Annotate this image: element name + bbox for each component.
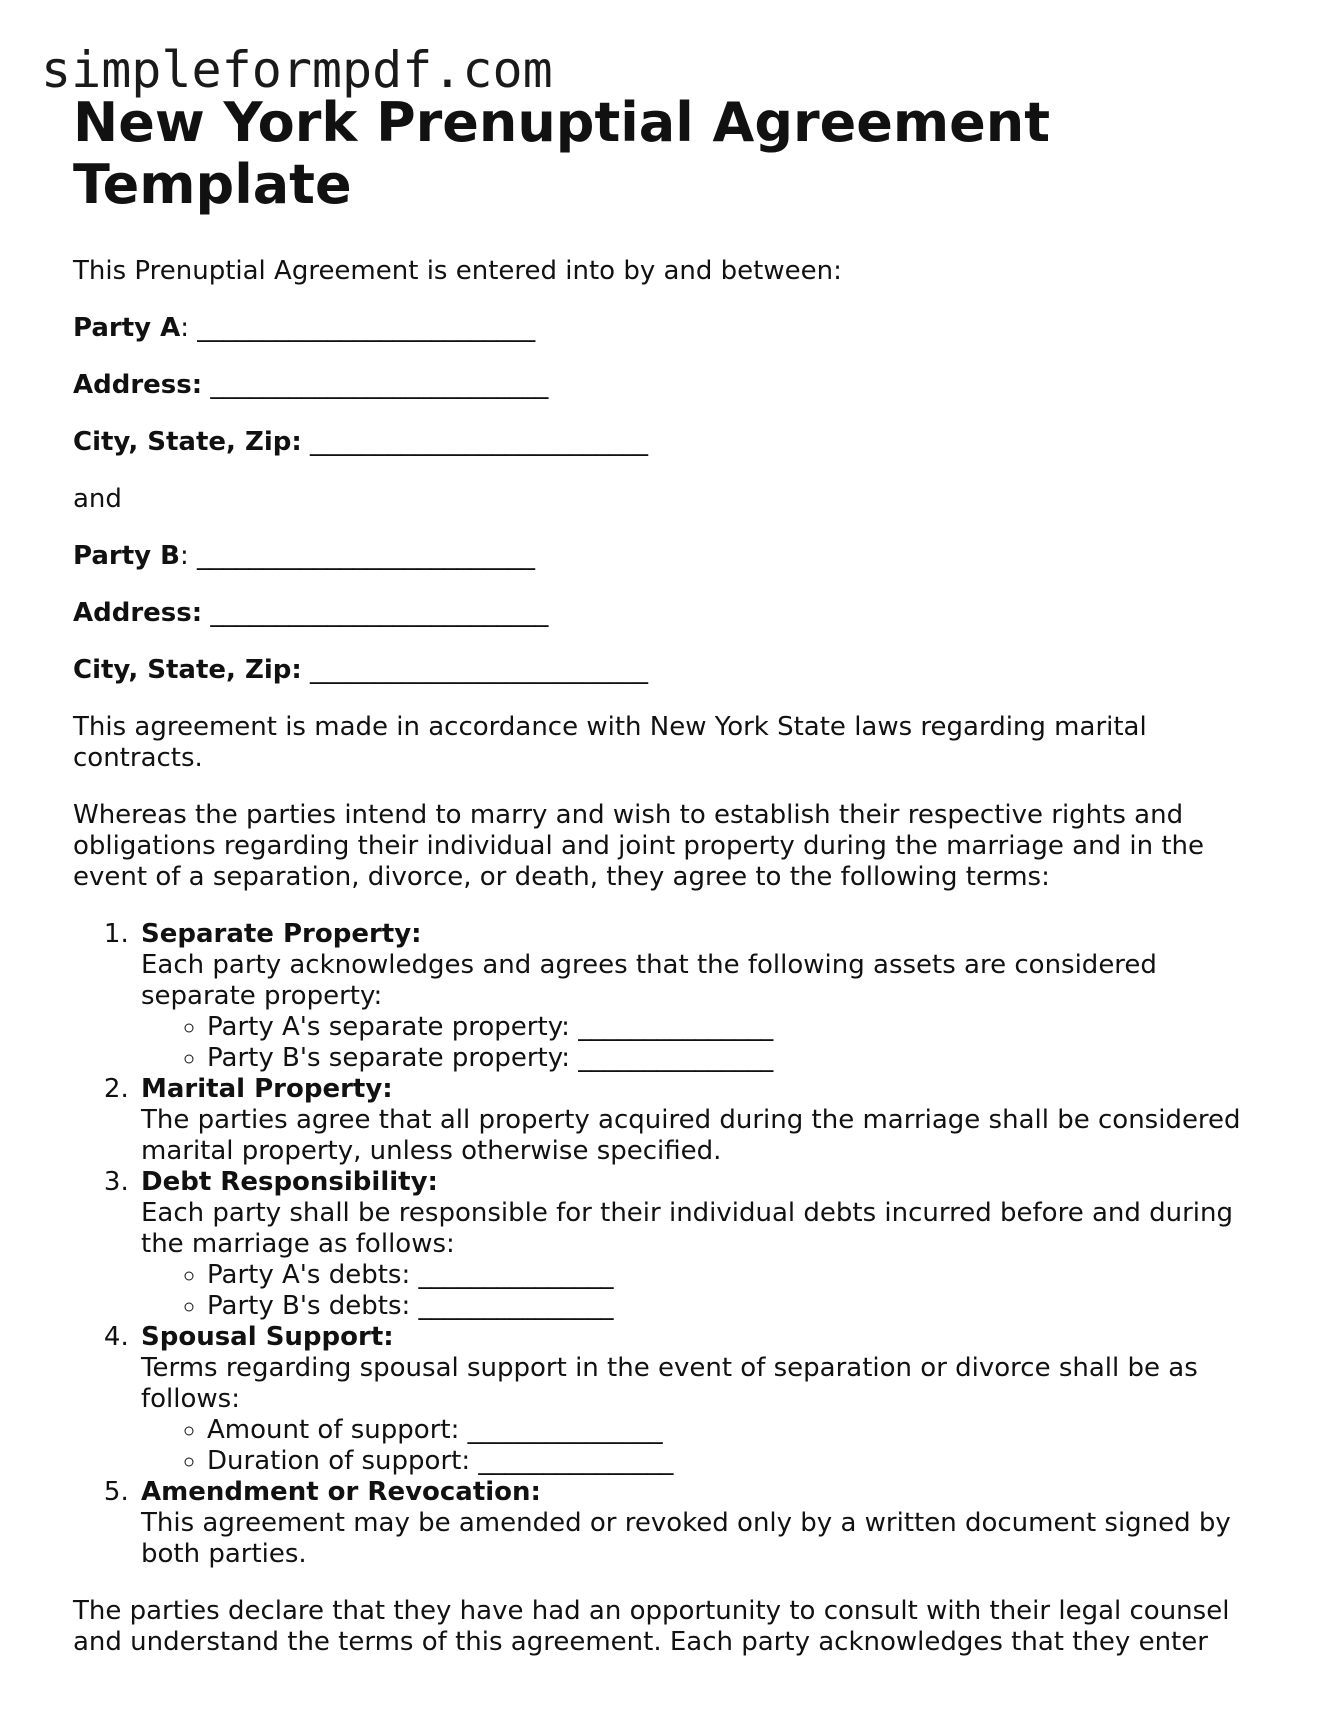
term-text: Terms regarding spousal support in the event of separation or divorce shall be as follows: <box>141 1353 1198 1414</box>
sub-item: ◦ Party A's separate property: _______________ <box>207 1012 1253 1043</box>
party-b-address-blank: __________________________ <box>202 598 549 628</box>
party-a-city-field <box>73 427 1253 458</box>
term-text: This agreement may be amended or revoked only by a written document signed by both parties. <box>141 1508 1231 1569</box>
term-text: The parties agree that all property acquired during the marriage shall be considered marital property, unless otherwise specified. <box>141 1105 1241 1166</box>
party-b-address-label: Address: <box>73 598 203 628</box>
term-sublist <box>141 1260 1253 1322</box>
intro-text: This Prenuptial Agreement is entered into by and between: <box>73 256 842 286</box>
party-a-address-blank: __________________________ <box>202 370 549 400</box>
term-item <box>137 919 1253 1074</box>
term-sublist <box>141 1415 1253 1477</box>
party-a-name-field <box>73 313 1253 344</box>
party-a-address-label: Address: <box>73 370 203 400</box>
whereas-paragraph: Whereas the parties intend to marry and wish to establish their respective rights and obligations regarding their individual and joint property during the marriage and in the event of a separation, divorce, or death, they agree to the following terms: <box>73 800 1204 892</box>
party-a-name-label: Party A <box>73 313 181 343</box>
term-title: Marital Property: <box>141 1074 393 1104</box>
party-a-city-blank: __________________________ <box>301 427 649 457</box>
party-b-name-blank: __________________________ <box>188 541 536 571</box>
sub-item: ◦ Party B's debts: _______________ <box>207 1291 1253 1322</box>
and-text: and <box>73 484 122 514</box>
sub-item: ◦ Party A's debts: _______________ <box>207 1260 1253 1291</box>
party-b-name-field <box>73 541 1253 572</box>
party-b-name-label: Party B <box>73 541 180 571</box>
term-title: Separate Property: <box>141 919 422 949</box>
party-b-city-field <box>73 655 1253 686</box>
term-item <box>137 1167 1253 1322</box>
term-text: Each party shall be responsible for their individual debts incurred before and during the marriage as follows: <box>141 1198 1234 1259</box>
site-watermark: simpleformpdf.com <box>41 41 553 99</box>
accordance-paragraph: This agreement is made in accordance with New York State laws regarding marital contracts. <box>73 712 1147 773</box>
sub-item: ◦ Party B's separate property: _______________ <box>207 1043 1253 1074</box>
party-b-city-blank: __________________________ <box>301 655 649 685</box>
sub-item: ◦ Duration of support: _______________ <box>207 1446 1253 1477</box>
party-a-name-blank: __________________________ <box>189 313 536 343</box>
term-title: Amendment or Revocation: <box>141 1477 541 1507</box>
term-item <box>137 1322 1253 1477</box>
page-title: New York Prenuptial Agreement Template <box>73 91 1051 216</box>
sub-item: ◦ Amount of support: _______________ <box>207 1415 1253 1446</box>
term-title: Debt Responsibility: <box>141 1167 438 1197</box>
party-a-address-field <box>73 370 1253 401</box>
term-text: Each party acknowledges and agrees that the following assets are considered separate property: <box>141 950 1157 1011</box>
party-b-name-colon: : <box>179 541 189 571</box>
terms-list <box>73 919 1253 1570</box>
party-b-address-field <box>73 598 1253 629</box>
party-a-name-colon: : <box>180 313 190 343</box>
document-page <box>73 92 1253 1658</box>
party-a-city-label: City, State, Zip: <box>73 427 302 457</box>
party-b-city-label: City, State, Zip: <box>73 655 302 685</box>
term-sublist <box>141 1012 1253 1074</box>
closing-paragraph: The parties declare that they have had an opportunity to consult with their legal counsel and understand the terms of this agreement. Each party acknowledges that they enter <box>73 1596 1230 1657</box>
term-title: Spousal Support: <box>141 1322 394 1352</box>
term-item <box>137 1477 1253 1570</box>
term-item <box>137 1074 1253 1167</box>
